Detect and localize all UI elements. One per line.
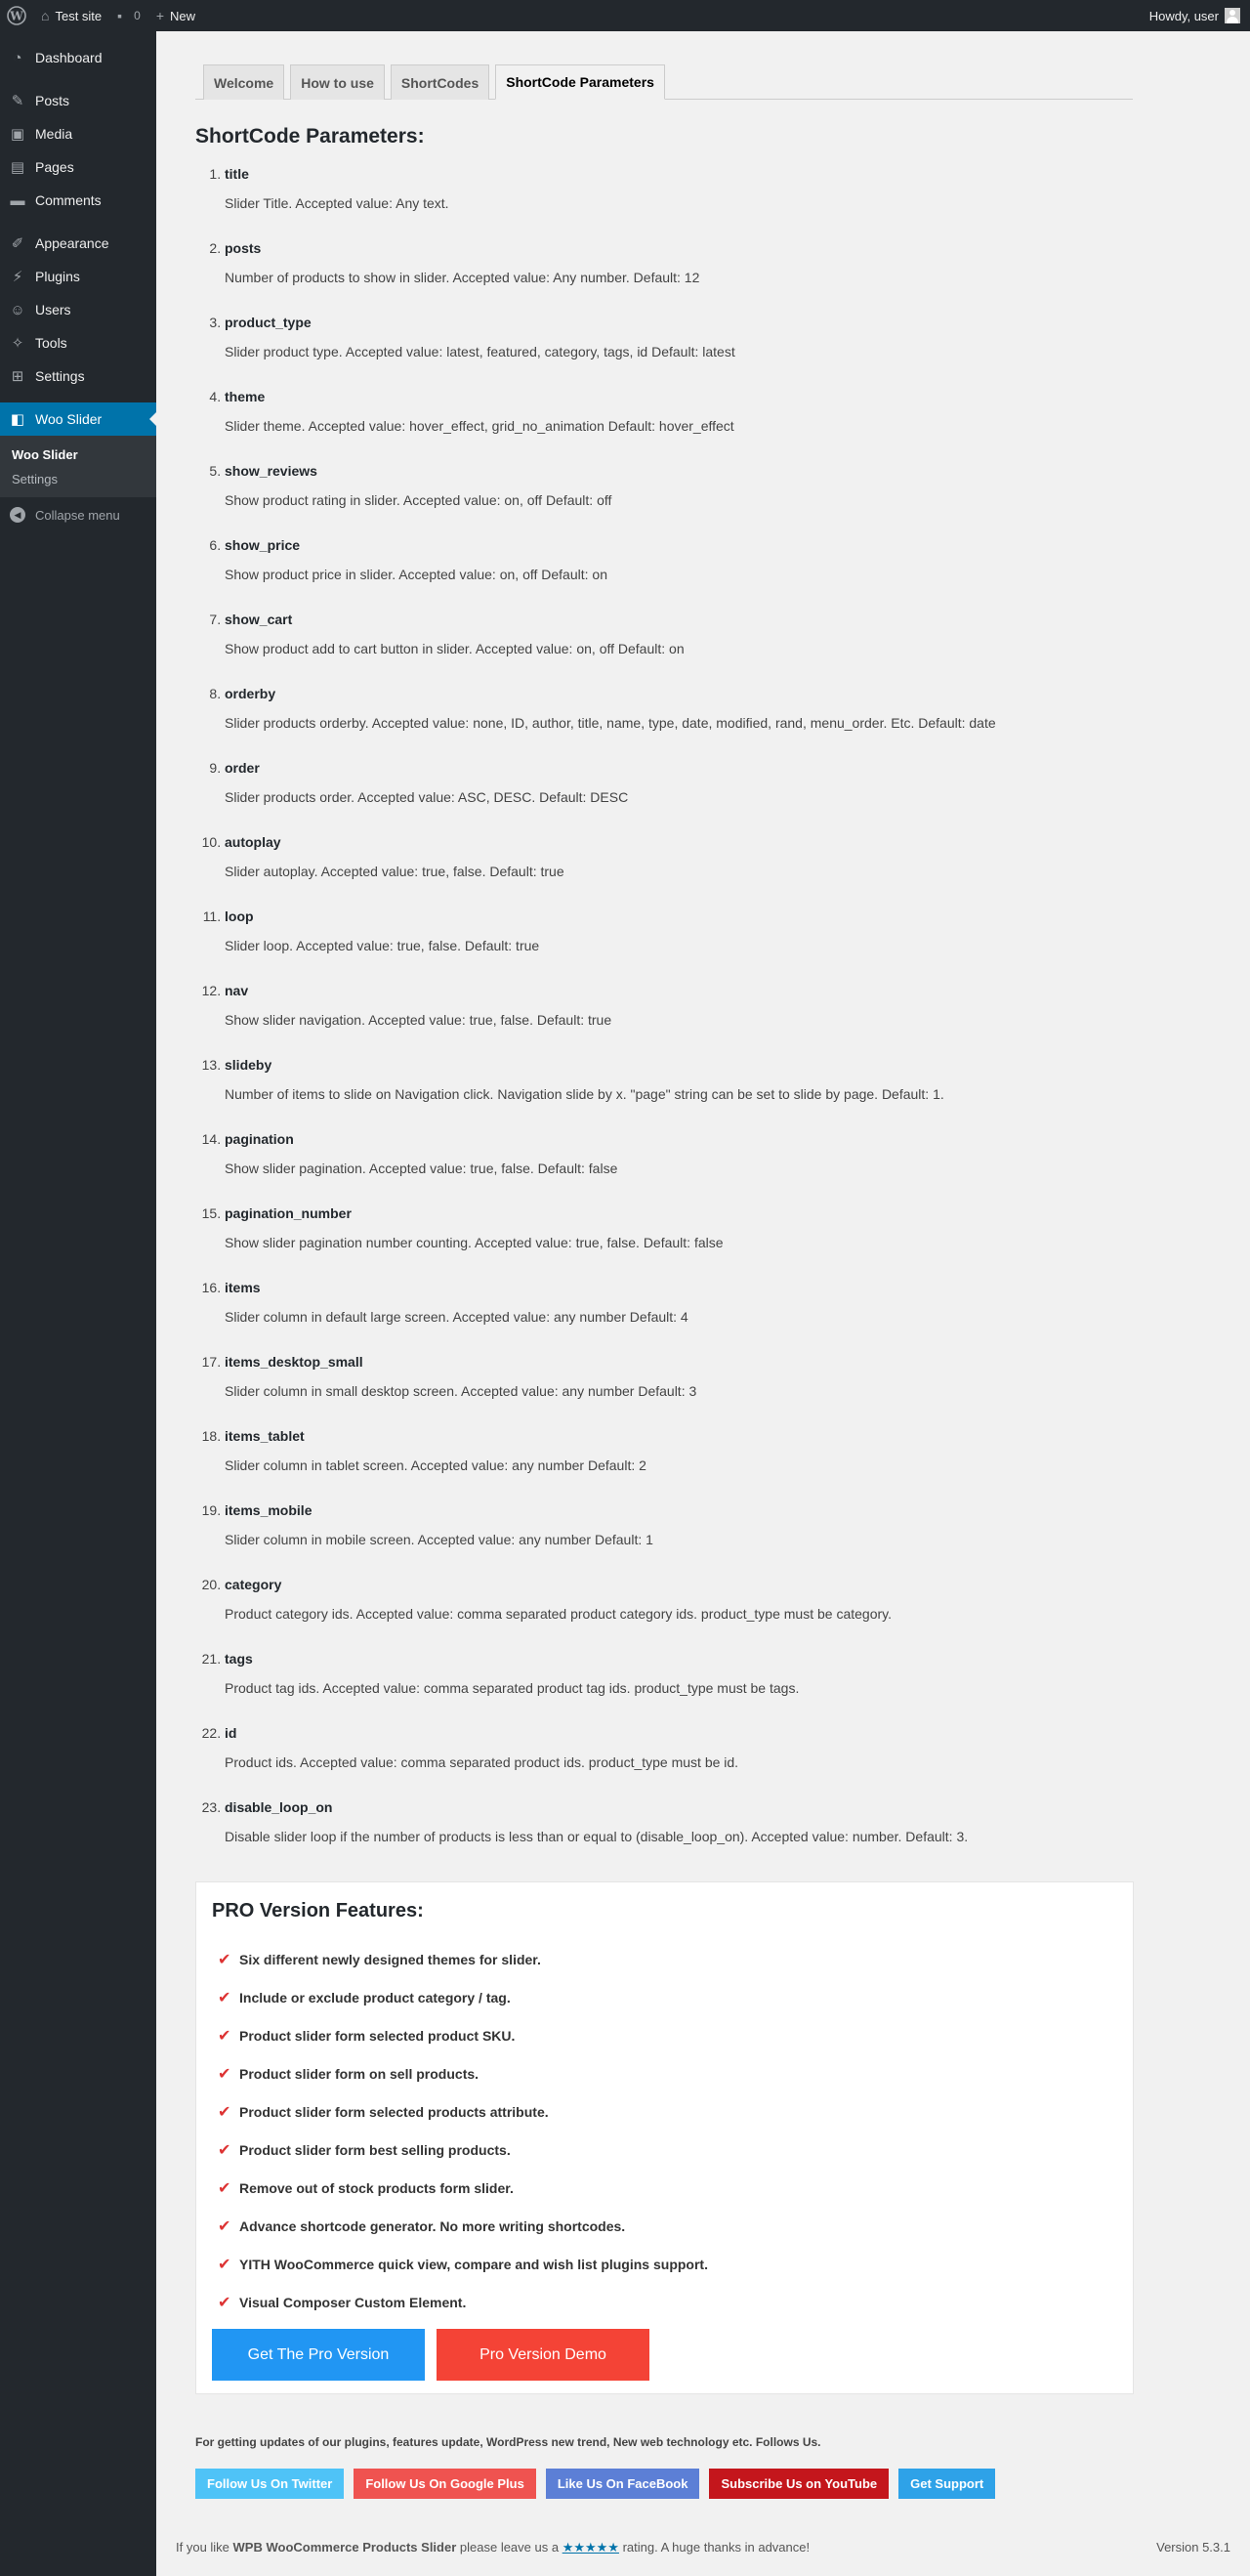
collapse-menu-button[interactable]: ◀ Collapse menu	[0, 497, 156, 532]
pro-buttons	[212, 2329, 1117, 2381]
menu-comments[interactable]: ▬ Comments	[0, 184, 156, 217]
tab-welcome[interactable]: Welcome	[203, 64, 284, 100]
list-item: ✔ Include or exclude product category / tag.	[212, 1978, 1117, 2016]
checkmark-icon: ✔	[218, 2294, 231, 2311]
checkmark-icon: ✔	[218, 2027, 231, 2045]
menu-users[interactable]: ☺ Users	[0, 293, 156, 326]
list-item: 4. theme Slider theme. Accepted value: hover_effect, grid_no_animation Default: hover_effect	[225, 389, 1133, 463]
tab-shortcodes[interactable]: ShortCodes	[391, 64, 489, 100]
nav-tabs	[195, 31, 1133, 100]
new-content-link[interactable]: + New	[155, 8, 196, 23]
checkmark-icon: ✔	[218, 1951, 231, 1968]
checkmark-icon: ✔	[218, 2103, 231, 2121]
list-item: ✔ Six different newly designed themes for slider.	[212, 1940, 1117, 1978]
get-support-button[interactable]: Get Support	[898, 2469, 995, 2499]
facebook-button[interactable]: Like Us On FaceBook	[546, 2469, 700, 2499]
rating-stars-link[interactable]: ★★★★★	[562, 2540, 619, 2555]
dashboard-icon: ◔	[13, 49, 22, 66]
admin-bar	[0, 0, 1250, 31]
list-item: ✔ Product slider form selected product SKU.	[212, 2016, 1117, 2054]
media-icon: ▣	[10, 126, 25, 143]
wordpress-logo-icon[interactable]	[0, 0, 33, 31]
list-item: 17. items_desktop_small Slider column in small desktop screen. Accepted value: any number Default: 3	[225, 1354, 1133, 1428]
checkmark-icon: ✔	[218, 2065, 231, 2083]
list-item: 19. items_mobile Slider column in mobile screen. Accepted value: any number Default: 1	[225, 1502, 1133, 1577]
pro-features-box	[195, 1881, 1134, 2394]
site-name-link[interactable]: ⌂ Test site	[41, 8, 103, 23]
list-item: 23. disable_loop_on Disable slider loop if the number of products is less than or equal to (disable_loop_on). Accepted value: number. Default: 3.	[225, 1799, 1133, 1874]
menu-woo-slider[interactable]: ◧ Woo Slider	[0, 402, 156, 436]
pages-icon: ▤	[10, 159, 25, 176]
list-item: 12. nav Show slider navigation. Accepted value: true, false. Default: true	[225, 983, 1133, 1057]
parameter-list	[225, 166, 1133, 1874]
settings-icon: ⊞	[11, 368, 24, 385]
checkmark-icon: ✔	[218, 2217, 231, 2235]
svg-text:W: W	[10, 9, 23, 23]
list-item: ✔ Remove out of stock products form slider.	[212, 2169, 1117, 2207]
pro-features-list	[212, 1940, 1117, 2321]
plugin-name: WPB WooCommerce Products Slider	[232, 2540, 457, 2555]
wrench-icon: ✧	[11, 335, 24, 352]
menu-pages[interactable]: ▤ Pages	[0, 150, 156, 184]
list-item: ✔ Advance shortcode generator. No more writing shortcodes.	[212, 2207, 1117, 2245]
list-item: 16. items Slider column in default large screen. Accepted value: any number Default: 4	[225, 1280, 1133, 1354]
get-pro-version-button[interactable]: Get The Pro Version	[212, 2329, 425, 2381]
tab-how-to-use[interactable]: How to use	[290, 64, 385, 100]
list-item: 2. posts Number of products to show in slider. Accepted value: Any number. Default: 12	[225, 240, 1133, 315]
plug-icon: ⚡	[12, 269, 23, 285]
menu-settings[interactable]: ⊞ Settings	[0, 359, 156, 393]
menu-dashboard[interactable]: ◔ Dashboard	[0, 41, 156, 74]
admin-footer	[176, 2540, 1230, 2555]
list-item: ✔ Product slider form selected products attribute.	[212, 2092, 1117, 2131]
list-item: 6. show_price Show product price in slider. Accepted value: on, off Default: on	[225, 537, 1133, 612]
comments-link[interactable]: ▪ 0	[117, 8, 141, 23]
list-item: ✔ Product slider form on sell products.	[212, 2054, 1117, 2092]
follow-us-text: For getting updates of our plugins, features update, WordPress new trend, New web technology etc. Follows Us.	[195, 2435, 821, 2449]
main-content	[195, 31, 1133, 2499]
list-item: 15. pagination_number Show slider pagination number counting. Accepted value: true, false. Default: false	[225, 1205, 1133, 1280]
collapse-arrow-icon: ◀	[10, 507, 25, 523]
list-item: 21. tags Product tag ids. Accepted value: comma separated product tag ids. product_type must be tags.	[225, 1651, 1133, 1725]
brush-icon: ✐	[11, 235, 24, 252]
list-item: ✔ Visual Composer Custom Element.	[212, 2283, 1117, 2321]
home-icon: ⌂	[41, 8, 50, 23]
submenu-woo-slider[interactable]: Woo Slider	[12, 447, 78, 462]
version-label: Version 5.3.1	[1156, 2540, 1230, 2555]
avatar	[1225, 8, 1240, 23]
list-item: ✔ Product slider form best selling products.	[212, 2131, 1117, 2169]
comment-icon: ▬	[10, 191, 25, 209]
twitter-button[interactable]: Follow Us On Twitter	[195, 2469, 344, 2499]
list-item: 1. title Slider Title. Accepted value: Any text.	[225, 166, 1133, 240]
list-item: 11. loop Slider loop. Accepted value: true, false. Default: true	[225, 908, 1133, 983]
section-title: ShortCode Parameters:	[195, 125, 425, 148]
woo-slider-submenu	[0, 436, 156, 497]
list-item: 5. show_reviews Show product rating in slider. Accepted value: on, off Default: off	[225, 463, 1133, 537]
checkmark-icon: ✔	[218, 1989, 231, 2006]
list-item: ✔ YITH WooCommerce quick view, compare and wish list plugins support.	[212, 2245, 1117, 2283]
user-icon: ☺	[10, 301, 25, 318]
youtube-button[interactable]: Subscribe Us on YouTube	[709, 2469, 889, 2499]
list-item: 9. order Slider products order. Accepted value: ASC, DESC. Default: DESC	[225, 760, 1133, 834]
submenu-settings[interactable]: Settings	[12, 472, 58, 486]
list-item: 13. slideby Number of items to slide on Navigation click. Navigation slide by x. "page" string can be set to slide by page. Default: 1.	[225, 1057, 1133, 1131]
list-item: 7. show_cart Show product add to cart button in slider. Accepted value: on, off Default: on	[225, 612, 1133, 686]
list-item: 10. autoplay Slider autoplay. Accepted value: true, false. Default: true	[225, 834, 1133, 908]
menu-tools[interactable]: ✧ Tools	[0, 326, 156, 359]
checkmark-icon: ✔	[218, 2141, 231, 2159]
google-plus-button[interactable]: Follow Us On Google Plus	[354, 2469, 536, 2499]
menu-plugins[interactable]: ⚡ Plugins	[0, 260, 156, 293]
footer-thanks: If you like WPB WooCommerce Products Slider please leave us a ★★★★★ rating. A huge thanks in advance!	[176, 2540, 811, 2555]
list-item: 18. items_tablet Slider column in tablet screen. Accepted value: any number Default: 2	[225, 1428, 1133, 1502]
slider-icon: ◧	[10, 411, 25, 428]
admin-sidebar	[0, 31, 156, 2576]
pin-icon: ✎	[11, 93, 24, 109]
list-item: 22. id Product ids. Accepted value: comma separated product ids. product_type must be id.	[225, 1725, 1133, 1799]
menu-posts[interactable]: ✎ Posts	[0, 84, 156, 117]
list-item: 14. pagination Show slider pagination. Accepted value: true, false. Default: false	[225, 1131, 1133, 1205]
pro-version-demo-button[interactable]: Pro Version Demo	[437, 2329, 649, 2381]
list-item: 3. product_type Slider product type. Accepted value: latest, featured, category, tags, id Default: latest	[225, 315, 1133, 389]
pro-features-title: PRO Version Features:	[212, 1900, 424, 1921]
plus-icon: +	[155, 8, 164, 23]
comment-icon: ▪	[117, 8, 123, 23]
list-item: 20. category Product category ids. Accepted value: comma separated product category ids. product_type must be category.	[225, 1577, 1133, 1651]
menu-appearance[interactable]: ✐ Appearance	[0, 227, 156, 260]
social-buttons	[195, 2469, 1133, 2499]
checkmark-icon: ✔	[218, 2256, 231, 2273]
list-item: 8. orderby Slider products orderby. Accepted value: none, ID, author, title, name, type, date, modified, rand, menu_order. Etc. Default: date	[225, 686, 1133, 760]
account-menu[interactable]: Howdy, user	[1142, 0, 1250, 31]
menu-media[interactable]: ▣ Media	[0, 117, 156, 150]
checkmark-icon: ✔	[218, 2179, 231, 2197]
tab-shortcode-parameters[interactable]: ShortCode Parameters	[495, 64, 665, 100]
